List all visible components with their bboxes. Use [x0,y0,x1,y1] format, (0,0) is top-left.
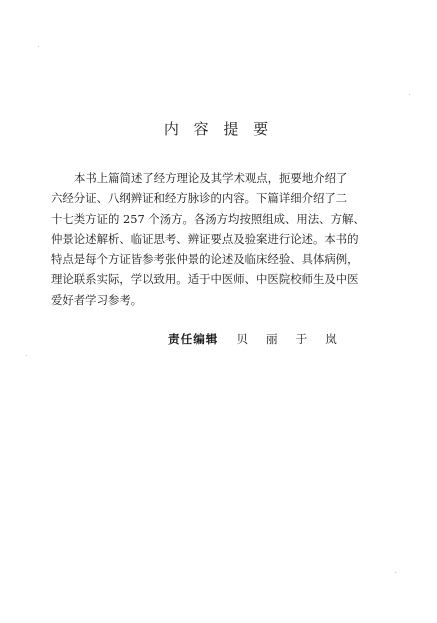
summary-paragraph [51,168,383,310]
editor-label: 责任编辑 [168,332,219,346]
summary-line: 爱好者学习参考。 [51,292,143,307]
summary-line: 本书上篇简述了经方理论及其学术观点，扼要地介绍了 [74,171,348,185]
summary-line: 理论联系实际，学以致用。适于中医师、中医院校师生及中医 [51,272,359,287]
summary-line: 仲景论述解析、临证思考、辨证要点及验案进行论述。本书的 [51,231,359,246]
editor-name: 贝丽于岚 [236,332,355,346]
summary-line: 特点是每个方证皆参考张仲景的论述及临床经验、具体病例， [51,252,359,267]
summary-line: 十七类方证的 257 个汤方。各汤方均按照组成、用法、方解、 [51,211,365,226]
scan-speck [409,94,410,95]
editor-credit [168,331,355,347]
scan-speck [395,572,396,573]
page-title: 内 容 提 要 [163,120,274,138]
summary-line: 六经分证、八纲辨证和经方脉诊的内容。下篇详细介绍了二 [51,191,348,206]
scan-speck [26,355,27,356]
scan-speck [38,46,39,47]
